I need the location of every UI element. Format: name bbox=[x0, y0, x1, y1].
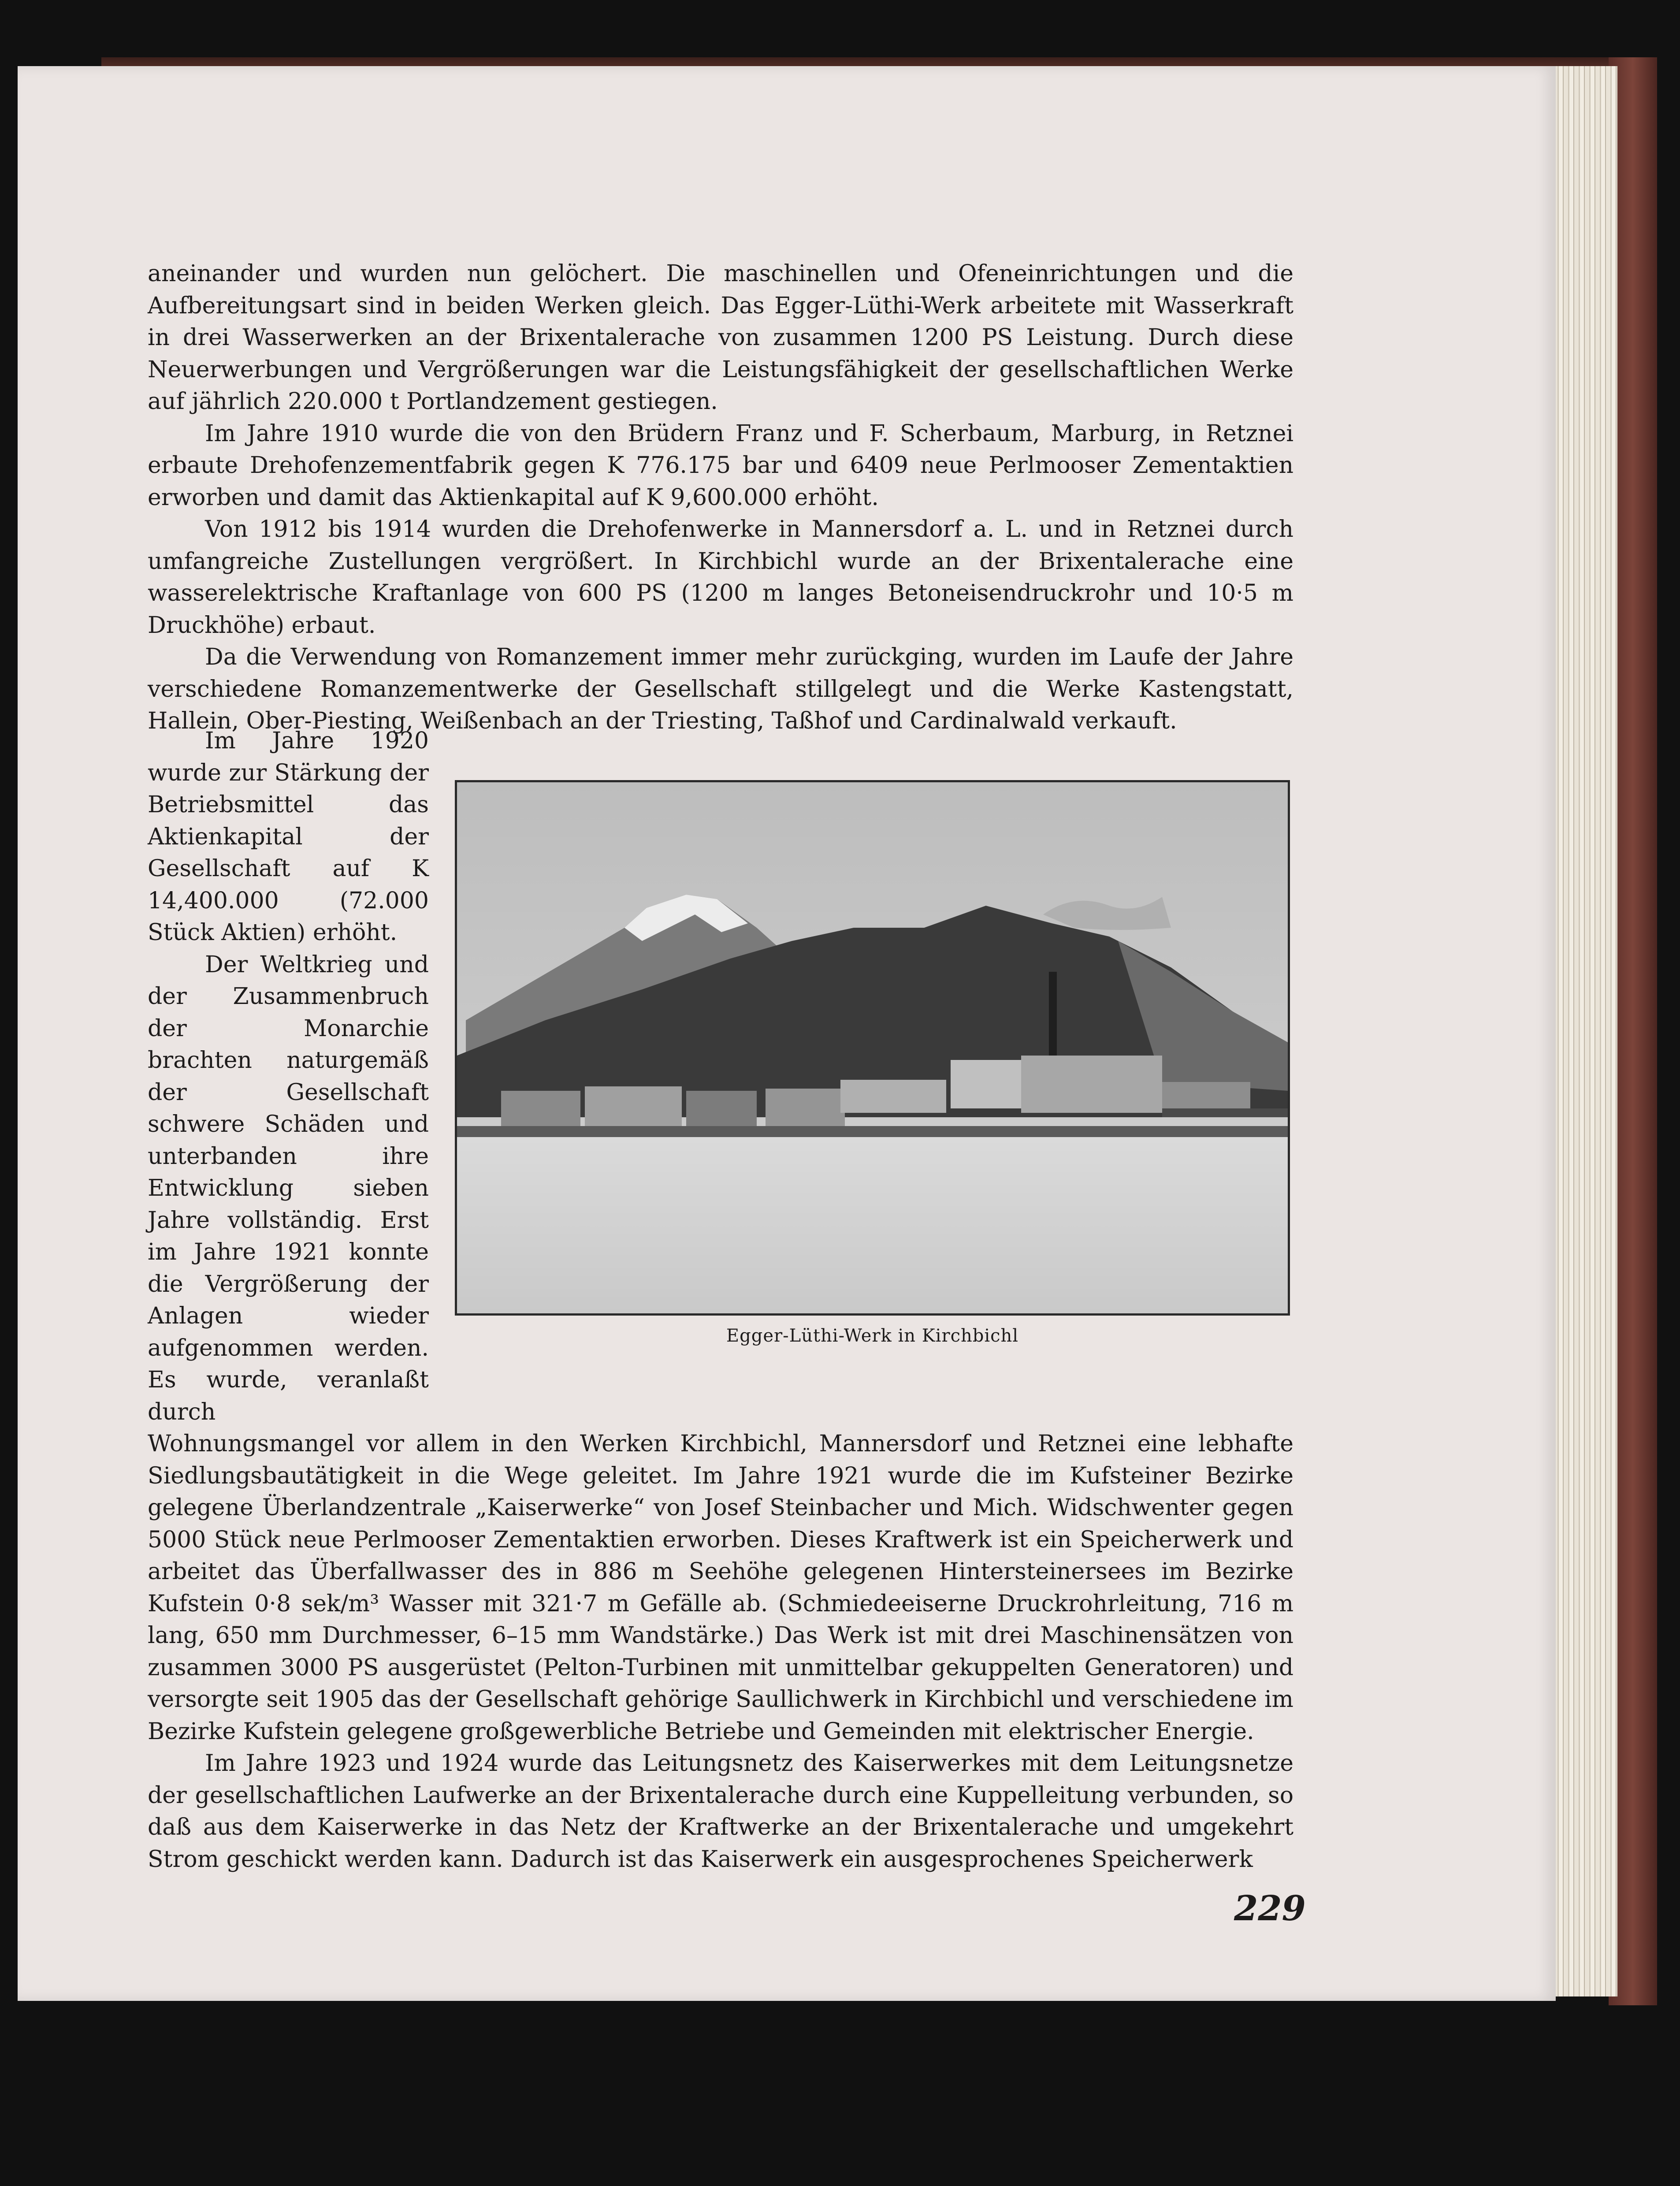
paragraph-3: Von 1912 bis 1914 wurden die Drehofenwerke in Mannersdorf a. L. und in Retznei durch umfangreiche Zustellungen vergrößert. In Kirchbichl wurde an der Brixentalerache eine wasserelektrische Kraftanlage von 600 PS (1200 m langes Betoneisendruckrohr und 10·5 m Druckhöhe) erbaut. bbox=[148, 516, 1293, 639]
paragraph-1: aneinander und wurden nun gelöchert. Die maschinellen und Ofeneinrichtungen und die Aufbereitungsart sind in beiden Werken gleich. Das Egger-Lüthi-Werk arbeitete mit Wasserkraft in drei Wasserwerken an der Brixentalerache von zusammen 1200 PS Leistung. Durch diese Neuerwerbungen und Vergrößerungen war die Leistungsfähigkeit der gesellschaftlichen Werke auf jährlich 220.000 t Portlandzement gestiegen. bbox=[148, 260, 1293, 415]
paragraph-5: Im Jahre 1920 wurde zur Stärkung der Betriebsmittel das Aktienkapital der Gesellschaft auf K 14,400.000 (72.000 Stück Aktien) erhöht. bbox=[148, 728, 429, 946]
paragraph-7: Im Jahre 1923 und 1924 wurde das Leitungsnetz des Kaiserwerkes mit dem Leitungsnetze der gesellschaftlichen Laufwerke an der Brixentalerache durch eine Kuppelleitung verbunden, so daß aus dem Kaiserwerke in das Netz der Kraftwerke an der Brixentalerache und umgekehrt Strom geschickt werden kann. Dadurch ist das Kaiserwerk ein ausgesprochenes Speicherwerk bbox=[148, 1750, 1293, 1873]
paragraph-2: Im Jahre 1910 wurde die von den Brüdern Franz und F. Scherbaum, Marburg, in Retznei erbaute Drehofenzementfabrik gegen K 776.175 bar und 6409 neue Perlmooser Zementaktien erworben und damit das Aktienkapital auf K 9,600.000 erhöht. bbox=[148, 420, 1293, 511]
paragraph-6: Der Weltkrieg und der Zusammenbruch der Monarchie brachten naturgemäß der Gesellschaft schwere Schäden und unterbanden ihre Entwicklung sieben Jahre vollständig. Erst im Jahre 1921 konnte die Vergrößerung der Anlagen wieder aufgenommen werden. Es wurde, veranlaßt durch Wohnungsmangel vor allem in den Werken Kirchbichl, Mannersdorf und Retznei eine lebhafte Siedlungsbautätigkeit in die Wege geleitet. Im Jahre 1921 wurde die im Kufsteiner Bezirke gelegene Überlandzentrale „Kaiserwerke“ von Josef Steinbacher und Mich. Widschwenter gegen 5000 Stück neue Perlmooser Zementaktien erworben. Dieses Kraftwerk ist ein Speicherwerk und arbeitet das Überfallwasser des in 886 m Seehöhe gelegenen Hintersteinersees im Bezirke Kufstein 0·8 sek/m³ Wasser mit 321·7 m Gefälle ab. (Schmiedeeiserne Druckrohrleitung, 716 m lang, 650 mm Durchmesser, 6–15 mm Wandstärke.) Das Werk ist mit drei Maschinensätzen von zusammen 3000 PS ausgerüstet (Pelton-Turbinen mit unmittelbar gekuppelten Generatoren) und versorgte seit 1905 das der Gesellschaft gehörige Saullichwerk in Kirchbichl und verschiedene im Bezirke Kufstein gelegene großgewerbliche Betriebe und Gemeinden mit elektrischer Energie. bbox=[148, 951, 1293, 1745]
paragraph-4: Da die Verwendung von Romanzement immer mehr zurückging, wurden im Laufe der Jahre verschiedene Romanzementwerke der Gesellschaft stillgelegt und die Werke Kastengstatt, Hallein, Ober-Piesting, Weißenbach an der Triesting, Taßhof und Cardinalwald verkauft. bbox=[148, 644, 1293, 734]
factory-photograph bbox=[455, 780, 1290, 1316]
figure-caption: Egger-Lüthi-Werk in Kirchbichl bbox=[726, 1326, 1019, 1346]
top-text-block bbox=[148, 258, 1293, 737]
landscape-photo-illustration bbox=[457, 782, 1288, 1313]
page-number: 229 bbox=[1234, 1889, 1306, 1929]
